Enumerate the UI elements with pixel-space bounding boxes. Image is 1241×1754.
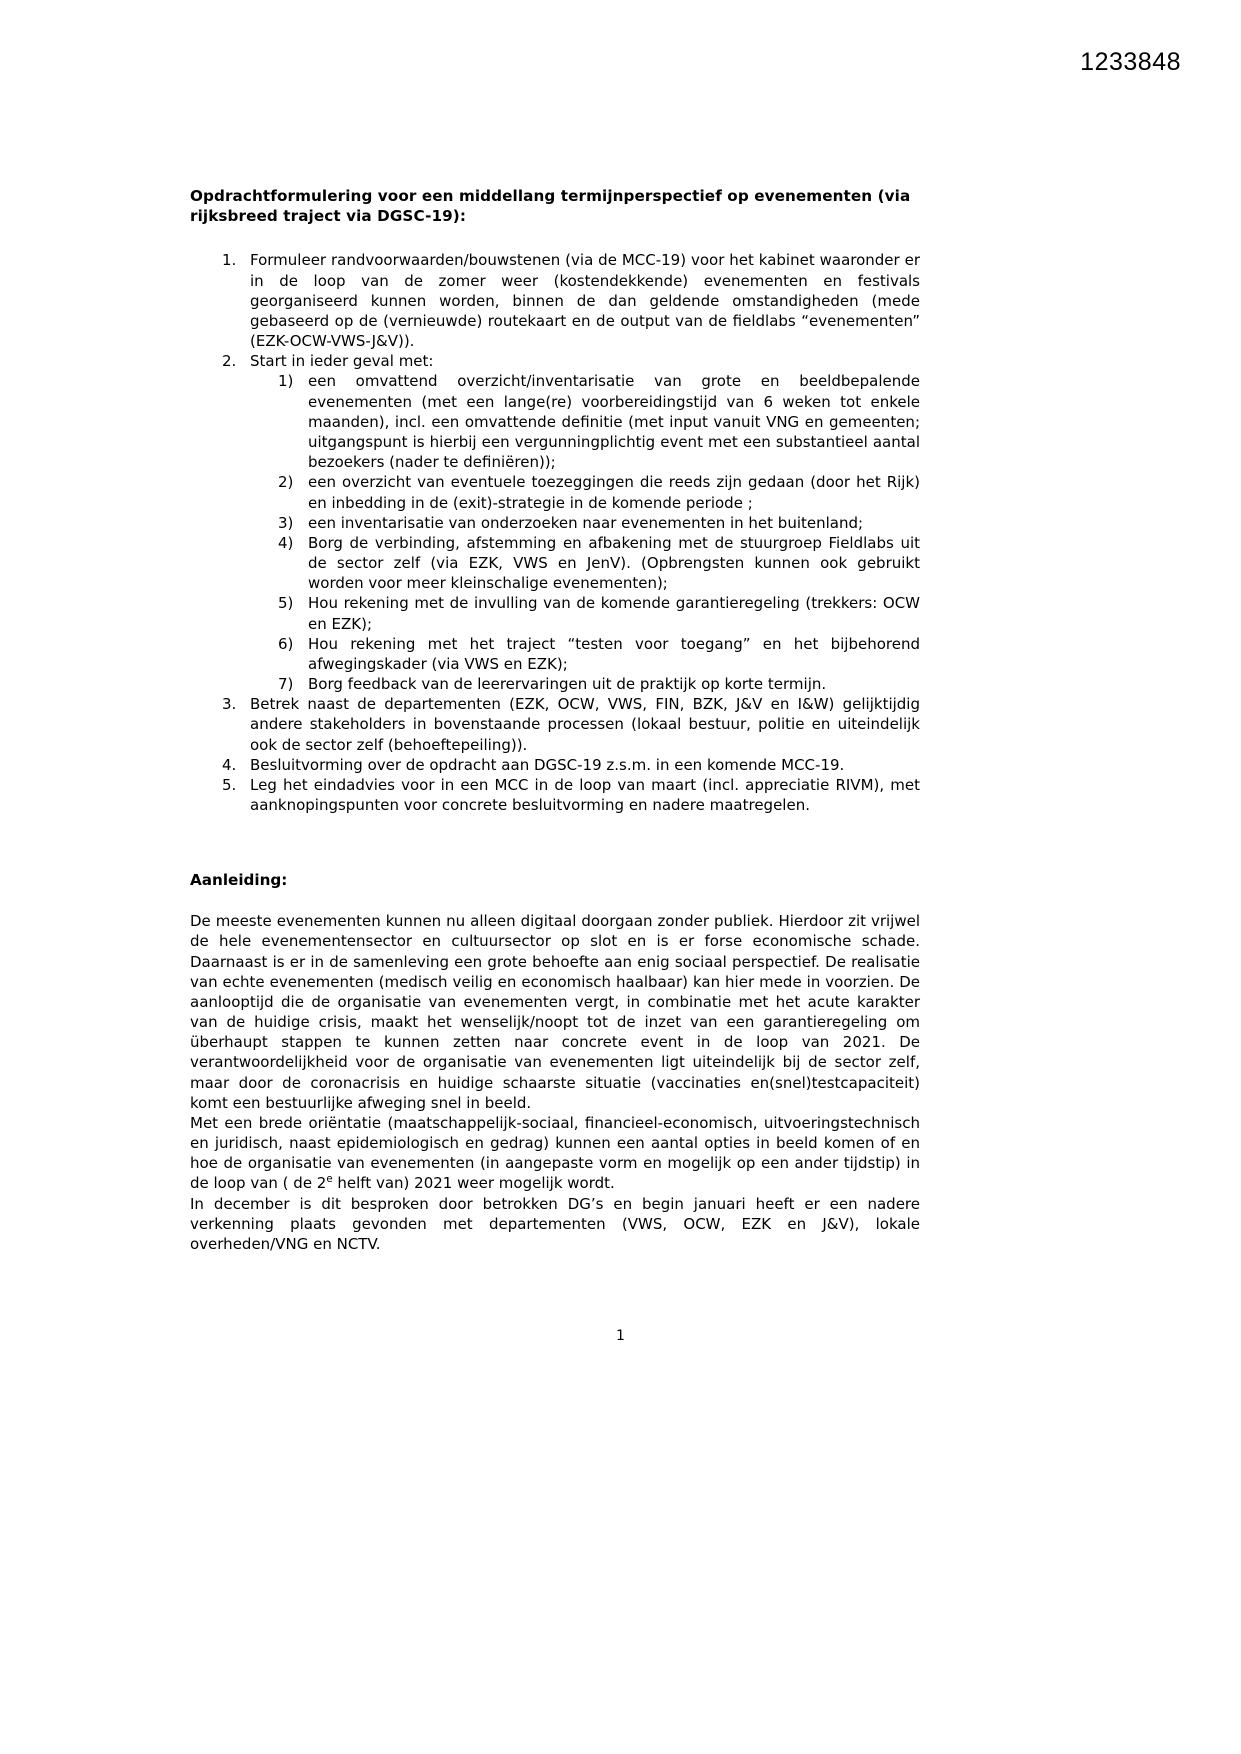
list-item [250,472,920,512]
aanleiding-paragraph-2-part-2: helft van) 2021 weer mogelijk wordt. [332,1174,615,1193]
subtask-text-1: een omvattend overzicht/inventarisatie van grote en beeldbepalende evenementen (met een lange(re) voorbereidingstijd van 6 weken tot enkele maanden), incl. een omvattende definitie (met input vanuit VNG en gemeenten; uitgangspunt is hierbij een vergunningplichtig event met een substantieel aantal bezoekers (nader te definiëren)); [308,372,920,472]
aanleiding-paragraph-3: In december is dit besproken door betrokken DG’s en begin januari heeft er een nadere verkenning plaats gevonden met departementen (VWS, OCW, EZK en J&V), lokale overheden/VNG en NCTV. [190,1194,920,1253]
list-item [250,371,920,472]
list-item [190,775,920,815]
subtask-text-7: Borg feedback van de leerervaringen uit de praktijk op korte termijn. [308,675,827,694]
task-list [190,250,920,815]
list-item [190,351,920,694]
aanleiding-paragraph-1: De meeste evenementen kunnen nu alleen digitaal doorgaan zonder publiek. Hierdoor zit vrijwel de hele evenementensector en cultuursector op slot en is er forse economische schade. Daarnaast is er in de samenleving een grote behoefte aan enig sociaal perspectief. De realisatie van echte evenementen (medisch veilig en economisch haalbaar) kan hier mede in voorzien. De aanlooptijd die de organisatie van evenementen vergt, in combinatie met het acute karakter van de huidige crisis, maakt het wenselijk/noopt tot de inzet van een garantieregeling om überhaupt stappen te kunnen zetten naar concrete event in de loop van 2021. De verantwoordelijkheid voor de organisatie van evenementen ligt uiteindelijk bij de sector zelf, maar door de coronacrisis en huidige schaarste situatie (vaccinaties en(snel)testcapaciteit) komt een bestuurlijke afweging snel in beeld. [190,912,920,1112]
document-number: 1233848 [1080,48,1181,76]
list-item [190,694,920,755]
aanleiding-paragraph-2-part-1: Met een brede oriëntatie (maatschappelijk-sociaal, financieel-economisch, uitvoeringstechnisch en juridisch, naast epidemiologisch en gedrag) kunnen een aantal opties in beeld komen of en hoe de organisatie van evenementen (in aangepaste vorm en mogelijk op een ander tijdstip) in de loop van ( de 2 [190,1113,920,1193]
page-number: 1 [616,1328,625,1344]
task-text-3: Betrek naast de departementen (EZK, OCW, VWS, FIN, BZK, J&V en I&W) gelijktijdig andere stakeholders in bovenstaande processen (lokaal bestuur, politie en uiteindelijk ook de sector zelf (behoeftepeiling)). [250,695,920,754]
page-title-line-2: rijksbreed traject via DGSC-19): [190,207,467,226]
subtask-text-4: Borg de verbinding, afstemming en afbakening met de stuurgroep Fieldlabs uit de sector zelf (via EZK, VWS en JenV). (Opbrengsten kunnen ook gebruikt worden voor meer kleinschalige evenementen); [308,533,920,593]
list-item [250,593,920,633]
list-item [250,513,920,533]
list-item [250,634,920,674]
subtask-list [250,371,920,694]
aanleiding-paragraph-2 [190,1113,920,1194]
subtask-text-5: Hou rekening met de invulling van de komende garantieregeling (trekkers: OCW en EZK); [308,594,920,633]
subtask-text-3: een inventarisatie van onderzoeken naar evenementen in het buitenland; [308,513,864,532]
document-content [190,186,920,1254]
list-item [190,250,920,351]
task-text-2: Start in ieder geval met: [250,352,434,371]
section-heading-aanleiding: Aanleiding: [190,871,288,890]
subtask-text-2: een overzicht van eventuele toezeggingen die reeds zijn gedaan (door het Rijk) en inbedding in de (exit)-strategie in de komende periode ; [308,473,920,512]
task-text-1: Formuleer randvoorwaarden/bouwstenen (via de MCC-19) voor het kabinet waaronder er in de loop van de zomer weer (kostendekkende) evenementen en festivals georganiseerd kunnen worden, binnen de dan geldende omstandigheden (mede gebaseerd op de (vernieuwde) routekaart en de output van de fieldlabs “evenementen” (EZK-OCW-VWS-J&V)). [250,251,920,351]
list-item [190,755,920,775]
task-text-5: Leg het eindadvies voor in een MCC in de loop van maart (incl. appreciatie RIVM), met aanknopingspunten voor concrete besluitvorming en nadere maatregelen. [250,775,920,815]
list-item [250,533,920,594]
task-text-4: Besluitvorming over de opdracht aan DGSC-19 z.s.m. in een komende MCC-19. [250,755,845,774]
subtask-text-6: Hou rekening met het traject “testen voor toegang” en het bijbehorend afwegingskader (via VWS en EZK); [308,634,920,673]
list-item [250,674,920,694]
page-title-line-1: Opdrachtformulering voor een middellang termijnperspectief op evenementen (via [190,187,911,205]
page-title [190,186,920,226]
superscript-ordinal: e [326,1174,333,1186]
